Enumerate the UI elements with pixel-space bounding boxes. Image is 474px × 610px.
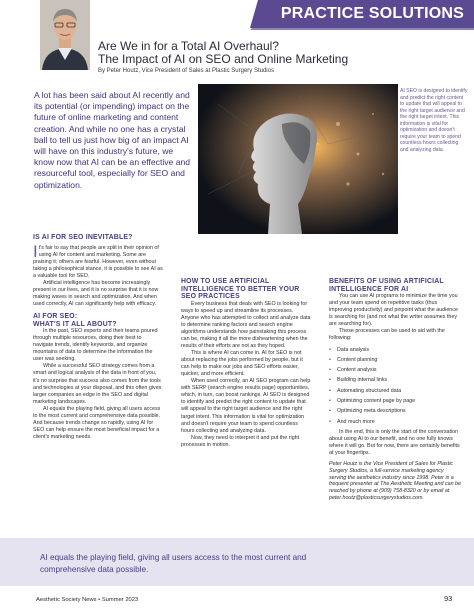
side-note: AI SEO is designed to identify and predict the right content to update that will appeal to the right target audience and the right target intent. This information is vital for optimization and doesn't require your team to spend countless hours collecting and analyzing data. xyxy=(400,88,468,153)
heading-benefits xyxy=(329,278,461,293)
column-middle xyxy=(181,278,311,449)
s4-paragraph-2: These processes can be used to aid with the following: xyxy=(329,328,445,342)
pull-quote: AI equals the playing field, giving all users access to the most current and comprehensive data possible. xyxy=(40,553,307,574)
author-photo xyxy=(40,0,90,70)
article-title xyxy=(98,40,468,66)
s3-paragraph-4: Now, they need to interpret it and put the right processes in motion. xyxy=(181,434,300,448)
author-bio: Peter Houtz is the Vice President of Sales for Plastic Surgery Studios, a full-service marketing agency serving the aesthetics industry since 1998. Peter is a frequent presenter at The Aesthetic Meeting and can be reached by phone at (909) 758-8320 or by email at peter.houtz@plasticsurgerystudios.com. xyxy=(329,461,461,502)
list-item: • Content planning xyxy=(329,355,461,365)
s1-paragraph-2: Artificial intelligence has become increasingly present in our lives, and it is no surprise that it is now making waves in search and optimization. And when used correctly, AI can significantly help with efficacy. xyxy=(33,279,159,307)
heading-how-to-use-ai-line1: HOW TO USE ARTIFICIAL xyxy=(181,278,270,285)
list-item: • Optimizing meta descriptions xyxy=(329,406,461,416)
benefits-list xyxy=(329,345,461,427)
column-left xyxy=(33,234,163,441)
heading-benefits-line2: INTELLIGENCE FOR AI xyxy=(329,285,409,293)
banner-label: PRACTICE SOLUTIONS xyxy=(280,5,464,22)
heading-how-to-use-ai-line2: INTELLIGENCE TO BETTER YOUR xyxy=(181,285,300,293)
s3-paragraph-2: This is where AI can come in. AI for SEO is not about replacing the jobs performed by people, but it can help to make our jobs and SEO efforts easier, quicker, and more efficient. xyxy=(181,350,303,378)
s3-paragraph-3: When used correctly, an AI SEO program can help with SERP (search engine results page) opportunities, which, in turn, can boost rankings. AI SEO is designed to identify and predict the right content to update that will appeal to the right target audience and the right target intent. This information is vital for optimization and doesn't require your team to spend countless hours collecting and analyzing data. xyxy=(181,378,311,434)
heading-ai-for-seo-line1: AI FOR SEO: xyxy=(33,313,78,321)
page-number: 93 xyxy=(444,594,453,603)
s2-paragraph-3: AI equals the playing field, giving all users access to the most current and comprehensive data possible. And because trends change so rapidly, using AI for SEO can help ensure the most beneficial impact for a client's marketing needs. xyxy=(33,405,161,440)
heading-ai-for-seo-line2: WHAT'S IT ALL ABOUT? xyxy=(33,320,117,328)
list-item: • Data analysis xyxy=(329,345,461,355)
heading-how-to-use-ai xyxy=(181,278,311,301)
list-item: • Optimizing content page by page xyxy=(329,396,461,406)
list-item: • Automating structured data xyxy=(329,386,461,396)
list-item: • Content analysis xyxy=(329,365,461,375)
article-byline: By Peter Houtz, Vice President of Sales at Plastic Surgery Studios xyxy=(98,68,274,74)
drop-cap: I xyxy=(33,241,38,261)
list-item: • Building internal links xyxy=(329,375,461,385)
s2-paragraph-2: While a successful SEO strategy comes from a smart and logical analysis of the data in front of you, it's no surprise that success also comes from the tools and technologies at your disposal, and this often gives larger companies an edge in the SEO and digital marketing landscapes. xyxy=(33,363,162,405)
article-title-line2: The Impact of AI on SEO and Online Marketing xyxy=(98,52,349,66)
s2-paragraph-1: In the past, SEO experts and their teams poured through multiple resources, doing their best to navigate trends, identify keywords, and organize mountains of data to determine the information the user was seeking. xyxy=(33,328,158,363)
heading-benefits-line1: BENEFITS OF USING ARTIFICIAL xyxy=(329,278,444,285)
list-item: • And much more xyxy=(329,417,461,427)
footer-publication: Aesthetic Society News • Summer 2023 xyxy=(36,597,139,603)
article-lede: A lot has been said about AI recently and its potential (or impending) impact on the future of online marketing and content creation. And while no one has a crystal ball to tell us just how big of an impact AI will have on this industry's future, we know now that AI can be an effective and resourceful tool, especially for SEO and optimization. xyxy=(34,90,191,190)
article-title-line1: Are We in for a Total AI Overhaul? xyxy=(98,39,279,53)
hero-image xyxy=(198,84,398,234)
heading-how-to-use-ai-line3: SEO PRACTICES xyxy=(181,293,240,301)
s4-paragraph-1: You can use AI programs to minimize the time you and your team spend on repetitive tasks (thus improving productivity) and pinpoint what the audience is searching for (and not what the writer assumes they are searching for). xyxy=(329,293,458,328)
heading-ai-for-seo xyxy=(33,313,163,328)
heading-ai-for-seo-inevitable: IS AI FOR SEO INEVITABLE? xyxy=(33,234,133,241)
s4-paragraph-3: In the end, this is only the start of the conversation about using AI to our benefit, and no one fully knows where it will go. But for now, there are certainly benefits at your fingertips. xyxy=(329,428,460,457)
s3-paragraph-1: Every business that deals with SEO is looking for ways to speed up and streamline its processes. Anyone who has attempted to collect and analyze data to determine ranking factors and search engine algorithms understands how painstaking this process can be, making it all the more disheartening when the results of their efforts are not as they hoped. xyxy=(181,300,311,350)
s1-paragraph-1: t's fair to say that people are split in their opinion of using AI for content and marketing. Some are praising it; others are fearful. However, even without taking a philosophical stance, it is possible to see AI as a valuable tool for SEO. xyxy=(33,244,163,279)
column-right xyxy=(329,278,461,502)
